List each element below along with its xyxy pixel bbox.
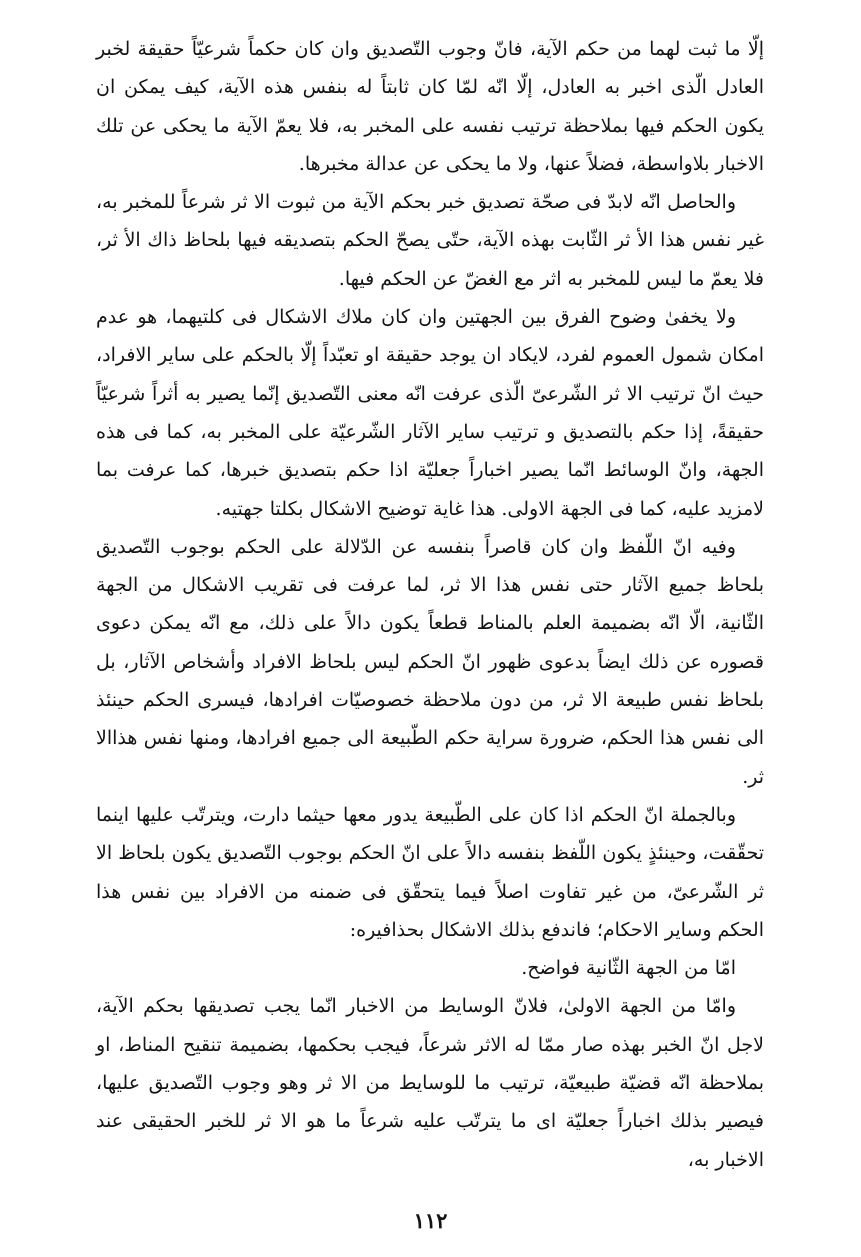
paragraph-4: وفيه انّ اللّفظ وان كان قاصراً بنفسه عن الدّلالة على الحكم بوجوب التّصديق بلحاظ جميع الآثار حتى نفس هذا الا ثر، لما عرفت فى تقريب الاشكال من الجهة الثّانية، الّا انّه بضميمة العلم بالمناط قطعاً يكون دالاً على ذلك، مع انّه يمكن دعوى قصوره عن ذلك ايضاً بدعوى ظهور انّ الحكم ليس بلحاظ الافراد وأشخاص الآثار، بل بلحاظ نفس طبيعة الا ثر، من دون ملاحظة خصوصيّات افرادها، فيسرى الحكم حينئذ الى نفس هذا الحكم، ضرورة سراية حكم الطّبيعة الى جميع افرادها، ومنها نفس هذاالا ثر. [96,535,764,788]
paragraph-2: والحاصل انّه لابدّ فى صحّة تصديق خبر بحكم الآية من ثبوت الا ثر شرعاً للمخبر به، غير نفس هذا الأ ثر الثّابت بهذه الآية، حتّى يصحّ الحكم بتصديقه فيها بلحاظ ذاك الأ ثر، فلا يعمّ ما ليس للمخبر به اثر مع الغضّ عن الحكم فيها. [96,191,764,290]
document-page [96,30,764,1210]
paragraph-3: ولا يخفىٰ وضوح الفرق بين الجهتين وان كان ملاك الاشكال فى كلتيهما، هو عدم امكان شمول العموم لفرد، لايكاد ان يوجد حقيقة او تعبّداً إلّا بالحكم على ساير الافراد، حيث انّ ترتيب الا ثر الشّرعىّ الّذى عرفت انّه معنى التّصديق إنّما يصير به أثراً شرعيّاً حقيقةً، إذا حكم بالتصديق و ترتيب ساير الآثار الشّرعيّة على المخبر به، كما فى هذه الجهة، وانّ الوسائط انّما يصير اخباراً جعليّة اذا حكم بتصديق خبرها، كما عرفت بما لامزيد عليه، كما فى الجهة الاولى. هذا غاية توضيح الاشكال بكلتا جهتيه. [96,306,764,520]
paragraph-6: امّا من الجهة الثّانية فواضح. [521,957,736,980]
paragraph-1: إلّا ما ثبت لهما من حكم الآية، فانّ وجوب التّصديق وان كان حكماً شرعيّاً حقيقة لخبر العادل الّذى اخبر به العادل، إلّا انّه لمّا كان ثابتاً له بنفس هذه الآية، كيف يمكن ان يكون الحكم فيها بملاحظة ترتيب نفسه على المخبر به، فلا يعمّ الآية ما يحكى عن تلك الاخبار بلاواسطة، فضلاً عنها، ولا ما يحكى عن عدالة مخبرها. [96,38,764,175]
paragraph-5: وبالجملة انّ الحكم اذا كان على الطّبيعة يدور معها حيثما دارت، ويترتّب عليها اينما تحقّقت، وحينئذٍ يكون اللّفظ بنفسه دالاً على انّ الحكم بوجوب التّصديق يكون بلحاظ الا ثر الشّرعىّ، من غير تفاوت اصلاً فيما يتحقّق فى ضمنه من الافراد بين نفس هذا الحكم وساير الاحكام؛ فاندفع بذلك الاشكال بحذافيره: [96,803,764,941]
paragraph-7: وامّا من الجهة الاولىٰ، فلانّ الوسايط من الاخبار انّما يجب تصديقها بحكم الآية، لاجل انّ الخبر بهذه صار ممّا له الاثر شرعاً، فيجب بحكمها، بضميمة تنقيح المناط، او بملاحظة انّه قضيّة طبيعيّة، ترتيب ما للوسايط من الا ثر وهو وجوب التّصديق عليها، فيصير بذلك اخباراً جعليّة اى ما يترتّب عليه شرعاً ما هو الا ثر للخبر الحقيقى عند الاخبار به، [96,995,764,1171]
page-number: ١١٢ [413,1208,448,1233]
